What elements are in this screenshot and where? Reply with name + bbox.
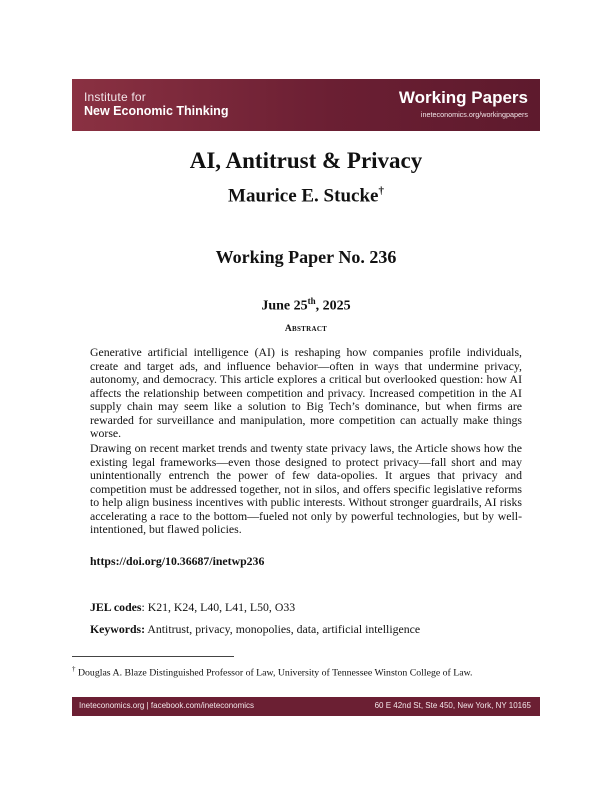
jel-value: : K21, K24, L40, L41, L50, O33 — [141, 600, 296, 614]
institute-name-line1: Institute for — [84, 90, 146, 104]
paper-title: AI, Antitrust & Privacy — [189, 148, 423, 173]
keywords-label: Keywords: — [90, 622, 146, 636]
institute-name-line2: New Economic Thinking — [84, 104, 229, 118]
footer-links[interactable]: Ineteconomics.org | facebook.com/ineteconomics — [79, 701, 255, 710]
footnote-mark: † — [72, 665, 76, 673]
date-day: June 25 — [261, 298, 308, 314]
publication-date — [0, 296, 612, 315]
series-title: Working Papers — [398, 88, 528, 107]
author-footnote — [72, 665, 472, 678]
jel-codes — [90, 600, 295, 615]
jel-label: JEL codes — [90, 600, 142, 614]
footnote-text: Douglas A. Blaze Distinguished Professor of Law, University of Tennessee Winston College of Law. — [75, 667, 473, 679]
author-name: Maurice E. Stucke — [228, 185, 379, 207]
keywords-value: Antitrust, privacy, monopolies, data, artificial intelligence — [145, 622, 421, 636]
header-banner — [72, 79, 540, 131]
abstract-paragraph: Generative artificial intelligence (AI) is reshaping how companies profile individuals, create and target ads, and influence behavior—often in ways that undermine privacy, autonomy, and democracy. This article explores a critical but overlooked question: how AI affects the relationship between competition and privacy. Increased competition in the AI supply chain may seem like a solution to Big Tech’s dominance, but when firms are rewarded for surveillance and manipulation, more competition can actually make things worse. — [90, 345, 522, 440]
keywords — [90, 622, 420, 637]
author-line — [0, 185, 612, 207]
doi-link[interactable]: https://doi.org/10.36687/inetwp236 — [90, 554, 265, 568]
footer-address: 60 E 42nd St, Ste 450, New York, NY 10165 — [374, 701, 531, 710]
footer-banner — [72, 697, 540, 716]
date-year: , 2025 — [315, 298, 351, 314]
abstract-paragraph: Drawing on recent market trends and twenty state privacy laws, the Article shows how the existing legal frameworks—even those designed to protect privacy—fall short and may unintentionally entrench the power of few data-opolies. It argues that privacy and competition must be addressed together, not in silos, and offers specific legislative reforms to help align business incentives with public interests. Without stronger guardrails, AI risks accelerating a race to the bottom—fueled not only by powerful technologies, but by well-intentioned, but flawed policies. — [90, 441, 522, 536]
date-suffix: th — [307, 296, 316, 306]
footnote-divider — [72, 656, 234, 657]
working-paper-number: Working Paper No. 236 — [215, 247, 397, 267]
series-url[interactable]: ineteconomics.org/workingpapers — [420, 110, 528, 119]
abstract-heading: Abstract — [284, 324, 328, 334]
author-footnote-mark[interactable]: † — [378, 185, 384, 197]
